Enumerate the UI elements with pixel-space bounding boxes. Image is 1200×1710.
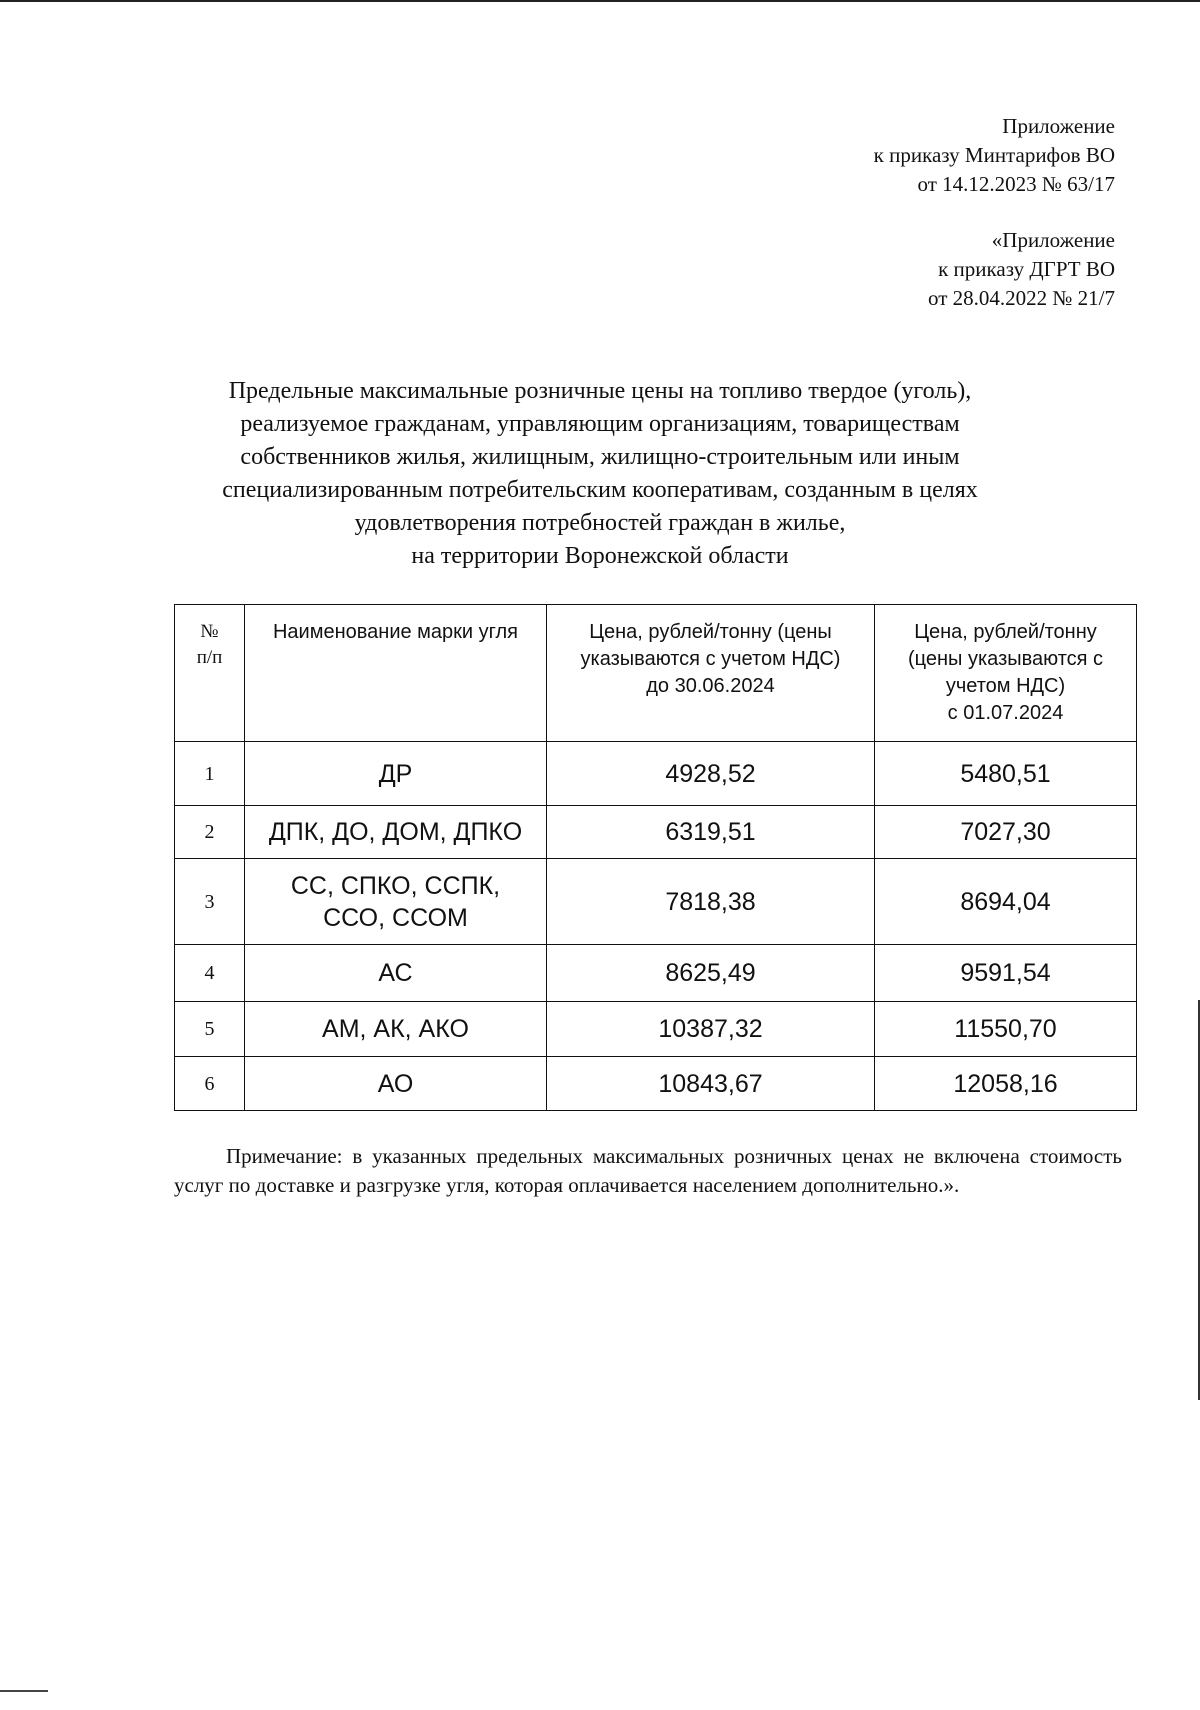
coal-grade-cell: АО xyxy=(245,1057,547,1111)
header-price-before-line2: указываются с учетом НДС) xyxy=(580,648,841,670)
header-price-after-line4: с 01.07.2024 xyxy=(947,702,1064,724)
title-line: на территории Воронежской области xyxy=(411,543,789,569)
price-before-cell: 8625,49 xyxy=(547,945,875,1002)
row-number: 4 xyxy=(175,945,245,1002)
table-row xyxy=(175,806,1137,859)
price-after-cell: 9591,54 xyxy=(875,945,1137,1002)
appendix-previous-line2: к приказу ДГРТ ВО xyxy=(938,257,1115,281)
header-price-after-line2: (цены указываются с xyxy=(907,648,1104,670)
table-row xyxy=(175,945,1137,1002)
price-after-cell: 11550,70 xyxy=(875,1002,1137,1057)
header-number-abbr: п/п xyxy=(196,647,223,668)
title-line: удовлетворения потребностей граждан в жилье, xyxy=(354,510,846,536)
title-line: реализуемое гражданам, управляющим организациям, товариществам xyxy=(240,411,960,437)
row-number: 5 xyxy=(175,1002,245,1057)
note-paragraph: Примечание: в указанных предельных максимальных розничных ценах не включена стоимость услуг по доставке и разгрузке угля, которая оплачивается населением дополнительно.». xyxy=(174,1144,1122,1197)
price-before-cell: 10387,32 xyxy=(547,1002,875,1057)
price-before-cell: 6319,51 xyxy=(547,806,875,859)
document-title xyxy=(150,375,1050,573)
price-after-cell: 5480,51 xyxy=(875,742,1137,806)
header-price-after-line3: учетом НДС) xyxy=(945,675,1066,697)
header-number-symbol: № xyxy=(200,621,219,642)
appendix-previous-line1: «Приложение xyxy=(991,228,1115,252)
header-price-before-line3: до 30.06.2024 xyxy=(646,675,775,697)
header-number xyxy=(175,605,245,742)
scan-border-bottom-left xyxy=(0,1690,48,1692)
header-price-after xyxy=(875,605,1137,742)
price-after-cell: 8694,04 xyxy=(875,859,1137,945)
table-row xyxy=(175,1057,1137,1111)
header-price-after-line1: Цена, рублей/тонну xyxy=(914,621,1097,643)
coal-grade-cell: ДР xyxy=(245,742,547,806)
coal-price-table xyxy=(174,604,1137,1111)
appendix-previous-line3: от 28.04.2022 № 21/7 xyxy=(927,286,1115,310)
title-line: специализированным потребительским кооперативам, созданным в целях xyxy=(222,477,978,503)
table-header-row xyxy=(175,605,1137,742)
appendix-current-line1: Приложение xyxy=(1002,114,1115,138)
table-row xyxy=(175,1002,1137,1057)
price-before-cell: 7818,38 xyxy=(547,859,875,945)
coal-grade-cell: ДПК, ДО, ДОМ, ДПКО xyxy=(245,806,547,859)
scan-border-top xyxy=(0,0,1200,2)
row-number: 2 xyxy=(175,806,245,859)
row-number: 6 xyxy=(175,1057,245,1111)
header-price-before-line1: Цена, рублей/тонну (цены xyxy=(589,621,832,643)
table-row xyxy=(175,742,1137,806)
title-line: собственников жилья, жилищным, жилищно-строительным или иным xyxy=(240,444,960,470)
price-before-cell: 4928,52 xyxy=(547,742,875,806)
coal-grade-cell xyxy=(245,859,547,945)
title-line: Предельные максимальные розничные цены на топливо твердое (уголь), xyxy=(228,378,972,404)
row-number: 1 xyxy=(175,742,245,806)
table-row xyxy=(175,859,1137,945)
appendix-previous xyxy=(928,226,1115,313)
row-number: 3 xyxy=(175,859,245,945)
appendix-current-line3: от 14.12.2023 № 63/17 xyxy=(917,172,1115,196)
price-before-cell: 10843,67 xyxy=(547,1057,875,1111)
coal-grade-line: ССО, ССОМ xyxy=(323,903,468,932)
coal-grade-cell: АМ, АК, АКО xyxy=(245,1002,547,1057)
appendix-current xyxy=(874,112,1115,199)
price-after-cell: 7027,30 xyxy=(875,806,1137,859)
coal-grade-cell: АС xyxy=(245,945,547,1002)
coal-grade-line: СС, СПКО, ССПК, xyxy=(290,871,501,900)
header-price-before xyxy=(547,605,875,742)
header-coal-grade: Наименование марки угля xyxy=(245,605,547,742)
appendix-current-line2: к приказу Минтарифов ВО xyxy=(873,143,1115,167)
price-after-cell: 12058,16 xyxy=(875,1057,1137,1111)
